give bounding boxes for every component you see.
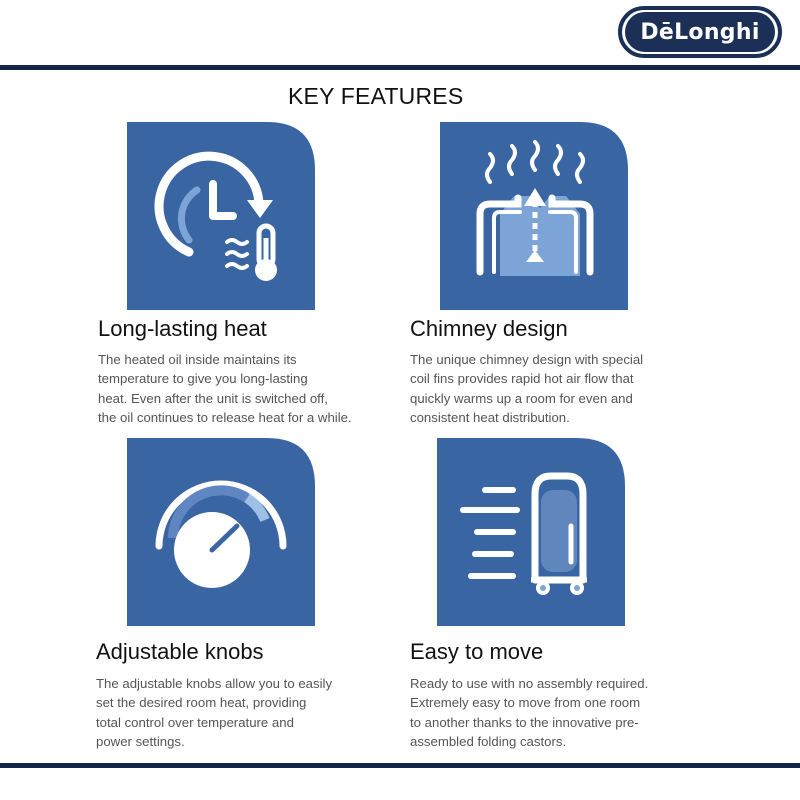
feature-title-easy-to-move: Easy to move <box>410 639 544 664</box>
description-line: quickly warms up a room for even and <box>410 390 633 406</box>
feature-description-easy-to-move <box>410 674 710 752</box>
feature-title-long-lasting-heat: Long-lasting heat <box>98 316 267 341</box>
feature-title-chimney-design: Chimney design <box>410 316 568 341</box>
description-line: The adjustable knobs allow you to easily <box>96 676 333 691</box>
description-line: Ready to use with no assembly required. <box>410 676 649 691</box>
delonghi-logo <box>618 6 782 58</box>
chimney-airflow-icon <box>440 122 628 310</box>
description-line: coil fins provides rapid hot air flow that <box>410 371 634 387</box>
logo-text: DēLonghi <box>625 12 775 52</box>
description-line: the oil continues to release heat for a while. <box>98 410 352 426</box>
description-line: to another thanks to the innovative pre- <box>410 714 639 730</box>
description-line: total control over temperature and <box>96 714 294 730</box>
top-divider <box>0 65 800 70</box>
bottom-divider <box>0 763 800 768</box>
description-line: consistent heat distribution. <box>410 410 570 426</box>
feature-description-adjustable-knobs <box>96 674 396 752</box>
gauge-knob-icon <box>127 438 315 626</box>
description-line: set the desired room heat, providing <box>96 695 307 711</box>
description-line: temperature to give you long-lasting <box>98 371 308 387</box>
description-line: Extremely easy to move from one room <box>410 695 641 711</box>
description-line: The unique chimney design with special <box>410 352 644 367</box>
heater-castors-icon <box>437 438 625 626</box>
page-title: KEY FEATURES <box>288 83 464 109</box>
clock-thermometer-icon <box>127 122 315 310</box>
description-line: assembled folding castors. <box>410 734 567 750</box>
feature-description-chimney-design <box>410 350 710 428</box>
description-line: heat. Even after the unit is switched off, <box>98 390 328 406</box>
feature-title-adjustable-knobs: Adjustable knobs <box>96 639 264 664</box>
description-line: The heated oil inside maintains its <box>98 352 297 367</box>
description-line: power settings. <box>96 734 185 750</box>
feature-description-long-lasting-heat <box>98 350 398 428</box>
